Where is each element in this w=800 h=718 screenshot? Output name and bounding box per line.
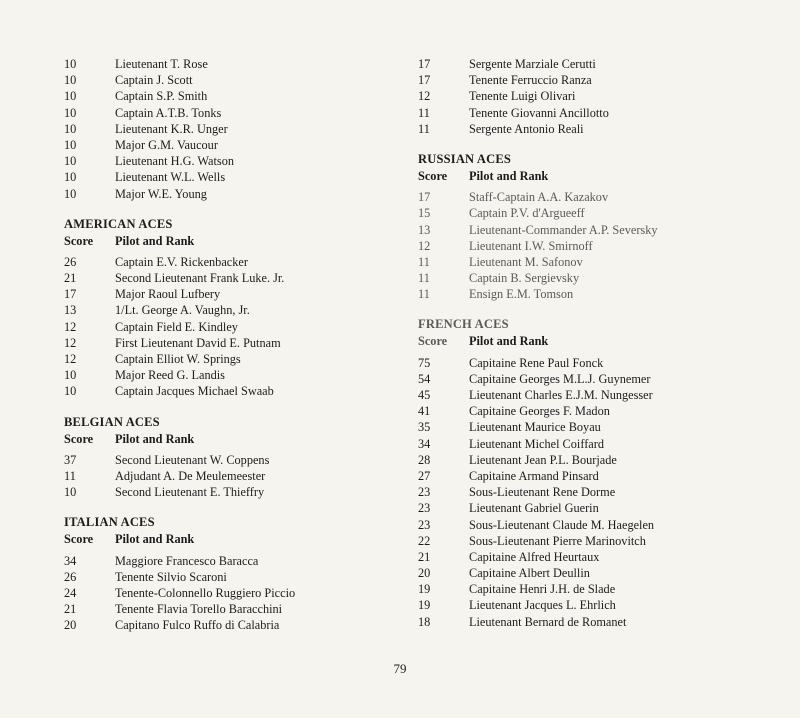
page-number: 79 — [393, 661, 407, 676]
ace-score: 19 — [418, 582, 431, 597]
ace-pilot: Ensign E.M. Tomson — [469, 287, 574, 302]
left-column — [64, 56, 394, 647]
ace-row — [64, 56, 394, 72]
ace-score: 10 — [64, 170, 77, 185]
ace-row — [418, 597, 778, 613]
ace-row — [64, 302, 394, 318]
ace-pilot: Major Reed G. Landis — [115, 368, 225, 383]
ace-score: 17 — [64, 287, 77, 302]
ace-row — [418, 371, 778, 387]
section-heading: RUSSIAN ACES — [418, 151, 512, 166]
ace-score: 37 — [64, 452, 77, 467]
ace-score: 11 — [418, 105, 430, 120]
ace-pilot: Lieutenant T. Rose — [115, 57, 208, 71]
ace-row — [64, 601, 394, 617]
ace-score: 13 — [418, 222, 431, 237]
ace-row — [418, 581, 778, 597]
ace-row — [64, 121, 394, 137]
ace-score: 21 — [64, 271, 77, 286]
ace-score: 12 — [64, 319, 77, 334]
ace-pilot: Lieutenant K.R. Unger — [115, 121, 228, 136]
ace-score: 26 — [64, 254, 77, 269]
ace-row — [64, 286, 394, 302]
ace-row — [418, 355, 778, 371]
ace-score: 19 — [418, 598, 431, 613]
ace-score: 45 — [418, 388, 431, 402]
ace-score: 35 — [418, 420, 431, 435]
column-header — [418, 333, 778, 349]
ace-row — [418, 549, 778, 565]
ace-row — [418, 222, 778, 238]
ace-pilot: Captain B. Sergievsky — [469, 271, 580, 286]
ace-pilot: Tenente Flavia Torello Baracchini — [115, 602, 283, 617]
score-header: Score — [64, 431, 94, 446]
ace-pilot: Tenente Giovanni Ancillotto — [469, 105, 609, 120]
ace-row — [418, 468, 778, 484]
ace-row — [64, 137, 394, 153]
ace-pilot: Captain J. Scott — [115, 73, 193, 88]
pilot-header: Pilot and Rank — [469, 334, 549, 349]
ace-pilot: Second Lieutenant Frank Luke. Jr. — [115, 271, 285, 286]
ace-pilot: Capitaine Alfred Heurtaux — [469, 549, 600, 564]
ace-row — [418, 452, 778, 468]
ace-pilot: Capitano Fulco Ruffo di Calabria — [115, 618, 280, 633]
ace-score: 10 — [64, 121, 77, 136]
ace-row — [418, 286, 778, 302]
score-header: Score — [64, 233, 94, 248]
ace-row — [64, 169, 394, 185]
column-header — [418, 168, 778, 184]
ace-row — [418, 56, 778, 72]
ace-score: 15 — [418, 206, 431, 221]
ace-score: 10 — [64, 105, 77, 120]
ace-pilot: Tenente-Colonnello Ruggiero Piccio — [115, 585, 296, 600]
ace-pilot: Lieutenant M. Safonov — [469, 254, 583, 269]
ace-pilot: 1/Lt. George A. Vaughn, Jr. — [115, 303, 250, 318]
ace-row — [418, 72, 778, 88]
ace-row — [418, 238, 778, 254]
pilot-header: Pilot and Rank — [115, 532, 195, 547]
french-list — [418, 355, 778, 630]
ace-pilot: Capitaine Georges F. Madon — [469, 404, 610, 419]
ace-pilot: Major G.M. Vaucour — [115, 137, 218, 152]
ace-row — [64, 553, 394, 569]
ace-pilot: Captain S.P. Smith — [115, 89, 208, 104]
continued-list — [64, 56, 394, 202]
ace-pilot: Sous-Lieutenant Rene Dorme — [469, 485, 616, 500]
american-list — [64, 254, 394, 400]
belgian-list — [64, 452, 394, 501]
ace-score: 34 — [64, 553, 77, 568]
ace-row — [418, 189, 778, 205]
ace-pilot: Lieutenant I.W. Smirnoff — [469, 238, 593, 253]
ace-pilot: Tenente Ferruccio Ranza — [469, 73, 592, 88]
pilot-header: Pilot and Rank — [469, 168, 549, 183]
ace-score: 11 — [418, 271, 430, 286]
ace-pilot: Capitaine Rene Paul Fonck — [469, 355, 604, 370]
russian-aces-section — [418, 151, 778, 303]
ace-row — [64, 484, 394, 500]
score-header: Score — [418, 168, 448, 183]
ace-score: 10 — [64, 485, 77, 500]
ace-pilot: Captain Field E. Kindley — [115, 319, 238, 334]
ace-row — [418, 614, 778, 630]
ace-pilot: Lieutenant Jacques L. Ehrlich — [469, 598, 616, 613]
ace-pilot: Lieutenant Gabriel Guerin — [469, 501, 599, 516]
ace-pilot: Capitaine Henri J.H. de Slade — [469, 582, 616, 597]
ace-row — [64, 186, 394, 202]
ace-row — [64, 319, 394, 335]
ace-score: 22 — [418, 533, 431, 548]
ace-pilot: Sergente Antonio Reali — [469, 121, 584, 136]
ace-row — [64, 367, 394, 383]
ace-row — [418, 500, 778, 516]
ace-score: 54 — [418, 371, 431, 386]
ace-score: 11 — [64, 468, 76, 483]
section-heading: AMERICAN ACES — [64, 216, 173, 231]
ace-pilot: Second Lieutenant W. Coppens — [115, 452, 270, 467]
ace-pilot: First Lieutenant David E. Putnam — [115, 335, 281, 350]
ace-row — [418, 270, 778, 286]
ace-row — [64, 105, 394, 121]
ace-row — [64, 153, 394, 169]
ace-pilot: Sergente Marziale Cerutti — [469, 57, 596, 71]
ace-score: 20 — [418, 566, 431, 581]
ace-pilot: Capitaine Armand Pinsard — [469, 468, 599, 483]
american-aces-section — [64, 216, 394, 400]
belgian-aces-section — [64, 414, 394, 501]
ace-score: 11 — [418, 287, 430, 302]
ace-score: 28 — [418, 452, 431, 467]
score-header: Score — [64, 532, 94, 547]
section-heading: BELGIAN ACES — [64, 414, 160, 429]
ace-row — [64, 270, 394, 286]
ace-score: 23 — [418, 485, 431, 500]
ace-score: 18 — [418, 614, 431, 629]
ace-pilot: Lieutenant Michel Coiffard — [469, 436, 604, 451]
ace-row — [418, 205, 778, 221]
section-heading: ITALIAN ACES — [64, 515, 155, 530]
ace-score: 10 — [64, 89, 77, 104]
ace-pilot: Lieutenant Bernard de Romanet — [469, 614, 627, 629]
ace-pilot: Lieutenant H.G. Watson — [115, 154, 234, 169]
ace-pilot: Staff-Captain A.A. Kazakov — [469, 190, 609, 205]
ace-row — [418, 565, 778, 581]
french-aces-section — [418, 316, 778, 629]
ace-row — [64, 351, 394, 367]
ace-score: 21 — [64, 602, 77, 617]
ace-score: 12 — [64, 335, 77, 350]
ace-score: 41 — [418, 404, 431, 419]
ace-pilot: Major Raoul Lufbery — [115, 287, 221, 302]
ace-pilot: Adjudant A. De Meulemeester — [115, 468, 266, 483]
ace-score: 17 — [418, 73, 431, 88]
ace-pilot: Lieutenant Maurice Boyau — [469, 420, 601, 435]
ace-row — [64, 585, 394, 601]
ace-score: 75 — [418, 355, 431, 370]
ace-score: 10 — [64, 57, 77, 71]
ace-row — [418, 403, 778, 419]
pilot-header: Pilot and Rank — [115, 431, 195, 446]
ace-score: 26 — [64, 569, 77, 584]
score-header: Score — [418, 334, 448, 349]
ace-pilot: Lieutenant-Commander A.P. Seversky — [469, 222, 658, 237]
russian-list — [418, 189, 778, 302]
ace-score: 21 — [418, 549, 431, 564]
ace-score: 10 — [64, 186, 77, 201]
ace-pilot: Lieutenant Jean P.L. Bourjade — [469, 452, 617, 467]
ace-row — [64, 617, 394, 633]
ace-pilot: Captain Elliot W. Springs — [115, 352, 241, 366]
ace-score: 12 — [418, 238, 431, 253]
ace-row — [418, 121, 778, 137]
italian-list — [64, 553, 394, 634]
ace-score: 27 — [418, 468, 431, 483]
ace-row — [418, 419, 778, 435]
ace-score: 17 — [418, 190, 431, 205]
ace-pilot: Capitaine Georges M.L.J. Guynemer — [469, 371, 651, 386]
ace-pilot: Capitaine Albert Deullin — [469, 566, 590, 581]
ace-score: 17 — [418, 57, 431, 71]
ace-row — [418, 88, 778, 104]
column-header — [64, 431, 394, 447]
ace-row — [418, 254, 778, 270]
italian-continued-list — [418, 56, 778, 137]
ace-score: 24 — [64, 585, 77, 600]
ace-row — [418, 533, 778, 549]
ace-pilot: Sous-Lieutenant Pierre Marinovitch — [469, 533, 646, 548]
ace-row — [418, 436, 778, 452]
ace-row — [418, 105, 778, 121]
ace-score: 11 — [418, 254, 430, 269]
ace-row — [64, 452, 394, 468]
ace-score: 12 — [418, 89, 431, 104]
ace-row — [418, 387, 778, 403]
ace-score: 34 — [418, 436, 431, 451]
ace-score: 10 — [64, 384, 77, 399]
ace-score: 11 — [418, 121, 430, 136]
ace-score: 10 — [64, 154, 77, 169]
column-header — [64, 233, 394, 249]
ace-score: 13 — [64, 303, 77, 318]
column-header — [64, 531, 394, 547]
ace-pilot: Lieutenant W.L. Wells — [115, 170, 226, 185]
right-column — [418, 56, 778, 644]
ace-pilot: Tenente Luigi Olivari — [469, 89, 576, 104]
section-heading: FRENCH ACES — [418, 317, 509, 332]
ace-score: 20 — [64, 618, 77, 633]
pilot-header: Pilot and Rank — [115, 233, 195, 248]
ace-row — [64, 383, 394, 399]
ace-row — [64, 254, 394, 270]
ace-row — [64, 335, 394, 351]
ace-row — [64, 88, 394, 104]
ace-score: 10 — [64, 137, 77, 152]
ace-row — [418, 484, 778, 500]
ace-score: 23 — [418, 501, 431, 516]
ace-pilot: Captain A.T.B. Tonks — [115, 105, 222, 120]
ace-row — [64, 72, 394, 88]
ace-pilot: Captain E.V. Rickenbacker — [115, 254, 248, 269]
ace-row — [418, 517, 778, 533]
ace-pilot: Sous-Lieutenant Claude M. Haegelen — [469, 517, 655, 532]
ace-pilot: Second Lieutenant E. Thieffry — [115, 485, 265, 500]
italian-aces-section — [64, 514, 394, 633]
ace-score: 12 — [64, 352, 77, 366]
ace-pilot: Lieutenant Charles E.J.M. Nungesser — [469, 388, 653, 402]
ace-score: 23 — [418, 517, 431, 532]
ace-score: 10 — [64, 73, 77, 88]
ace-row — [64, 569, 394, 585]
ace-pilot: Tenente Silvio Scaroni — [115, 569, 227, 584]
ace-pilot: Major W.E. Young — [115, 186, 207, 201]
ace-row — [64, 468, 394, 484]
ace-score: 10 — [64, 368, 77, 383]
ace-pilot: Captain P.V. d'Argueeff — [469, 206, 585, 221]
ace-pilot: Captain Jacques Michael Swaab — [115, 384, 274, 399]
ace-pilot: Maggiore Francesco Baracca — [115, 553, 259, 568]
